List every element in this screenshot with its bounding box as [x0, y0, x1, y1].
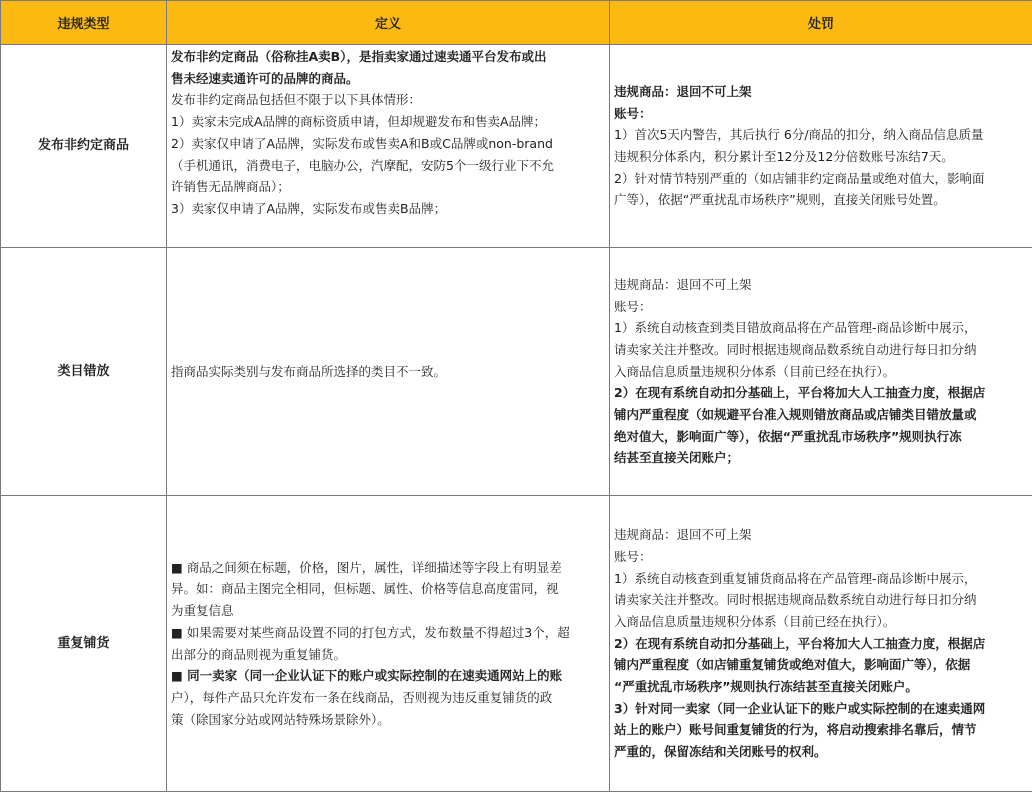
text-line: 账号： — [614, 298, 652, 314]
text-line: 结甚至直接关闭账户； — [614, 450, 740, 466]
violation-type-cell: 类目错放 — [1, 248, 167, 496]
text-line: 发布非约定商品包括但不限于以下具体情形： — [171, 92, 422, 108]
text-line: 账号： — [614, 105, 652, 121]
text-line: 入商品信息质量违规积分体系（目前已经在执行）。 — [614, 613, 896, 629]
text-line: 账号： — [614, 548, 652, 564]
violation-type-cell: 重复铺货 — [1, 496, 167, 792]
text-line: 入商品信息质量违规积分体系（目前已经在执行）。 — [614, 363, 896, 379]
text-line: 请卖家关注并整改。同时根据违规商品数系统自动进行每日扣分纳 — [614, 592, 977, 608]
table-row — [1, 248, 1032, 496]
text-line: 2）卖家仅申请了A品牌，实际发布或售卖A和B或C品牌或non-brand — [171, 135, 553, 151]
text-line: 3）卖家仅申请了A品牌，实际发布或售卖B品牌； — [171, 200, 447, 216]
penalty-cell — [610, 248, 1032, 496]
text-line: 绝对值大，影响面广等），依据“严重扰乱市场秩序”规则执行冻 — [614, 428, 962, 444]
text-line: 违规商品：退回不可上架 — [614, 527, 752, 543]
definition-cell — [167, 45, 610, 248]
text-line: 广等），依据“严重扰乱市场秩序”规则，直接关闭账号处置。 — [614, 192, 946, 208]
text-line: 严重的，保留冻结和关闭账号的权利。 — [614, 744, 827, 760]
text-line: 站上的账户）账号间重复铺货的行为，将启动搜索排名靠后，情节 — [614, 722, 977, 738]
text-line: 户），每件产品只允许发布一条在线商品，否则视为违反重复铺货的政 — [171, 689, 553, 705]
text-line: ■ 商品之间须在标题，价格，图片，属性，详细描述等字段上有明显差 — [171, 559, 562, 575]
text-line: 铺内严重程度（如规避平台准入规则错放商品或店铺类目错放量或 — [614, 407, 977, 423]
text-line: 铺内严重程度（如店铺重复铺货或绝对值大，影响面广等），依据 — [614, 657, 971, 673]
header-row — [1, 1, 1032, 45]
text-line: 策（除国家分站或网站特殊场景除外）。 — [171, 711, 390, 727]
definition-cell — [167, 248, 610, 496]
header-violation-type: 违规类型 — [1, 1, 167, 45]
text-line: 1）首次5天内警告，其后执行 6分/商品的扣分，纳入商品信息质量 — [614, 127, 984, 143]
text-line: （手机通讯，消费电子，电脑办公，汽摩配，安防5个一级行业下不允 — [171, 157, 554, 173]
penalty-cell — [610, 496, 1032, 792]
text-line: 许销售无品牌商品）； — [171, 179, 290, 195]
text-line: 3）针对同一卖家（同一企业认证下的账户或实际控制的在速卖通网 — [614, 700, 986, 716]
text-line: 请卖家关注并整改。同时根据违规商品数系统自动进行每日扣分纳 — [614, 341, 977, 357]
text-line: 2）在现有系统自动扣分基础上，平台将加大人工抽查力度，根据店 — [614, 385, 986, 401]
violation-type-cell: 发布非约定商品 — [1, 45, 167, 248]
text-line: 违规积分体系内，积分累计至12分及12分倍数账号冻结7天。 — [614, 149, 954, 164]
text-line: 发布非约定商品（俗称挂A卖B），是指卖家通过速卖通平台发布或出 — [171, 49, 547, 64]
text-line: 指商品实际类别与发布商品所选择的类目不一致。 — [171, 363, 447, 379]
text-line: 售未经速卖通许可的品牌的商品。 — [171, 70, 359, 86]
text-line: 异。如：商品主图完全相同，但标题、属性、价格等信息高度雷同，视 — [171, 581, 559, 597]
header-penalty: 处罚 — [610, 1, 1032, 45]
text-line: 1）系统自动核查到重复铺货商品将在产品管理-商品诊断中展示， — [614, 570, 977, 586]
text-line: “严重扰乱市场秩序”规则执行冻结甚至直接关闭账户。 — [614, 679, 918, 695]
table-row — [1, 496, 1032, 792]
text-line: ■ 同一卖家（同一企业认证下的账户或实际控制的在速卖通网站上的账 — [171, 668, 563, 684]
penalty-cell — [610, 45, 1032, 248]
text-line: 为重复信息 — [171, 603, 234, 619]
table-row — [1, 45, 1032, 248]
definition-cell — [167, 496, 610, 792]
text-line: 1）卖家未完成A品牌的商标资质申请，但却规避发布和售卖A品牌； — [171, 114, 547, 130]
text-line: 2）在现有系统自动扣分基础上，平台将加大人工抽查力度，根据店 — [614, 635, 986, 651]
text-line: 1）系统自动核查到类目错放商品将在产品管理-商品诊断中展示， — [614, 320, 977, 336]
text-line: 2）针对情节特别严重的（如店铺非约定商品量或绝对值大，影响面 — [614, 170, 985, 186]
text-line: 违规商品：退回不可上架 — [614, 276, 752, 292]
header-definition: 定义 — [167, 1, 610, 45]
text-line: 违规商品：退回不可上架 — [614, 83, 752, 99]
text-line: ■ 如果需要对某些商品设置不同的打包方式，发布数量不得超过3个，超 — [171, 624, 570, 640]
text-line: 出部分的商品则视为重复铺货。 — [171, 646, 347, 662]
